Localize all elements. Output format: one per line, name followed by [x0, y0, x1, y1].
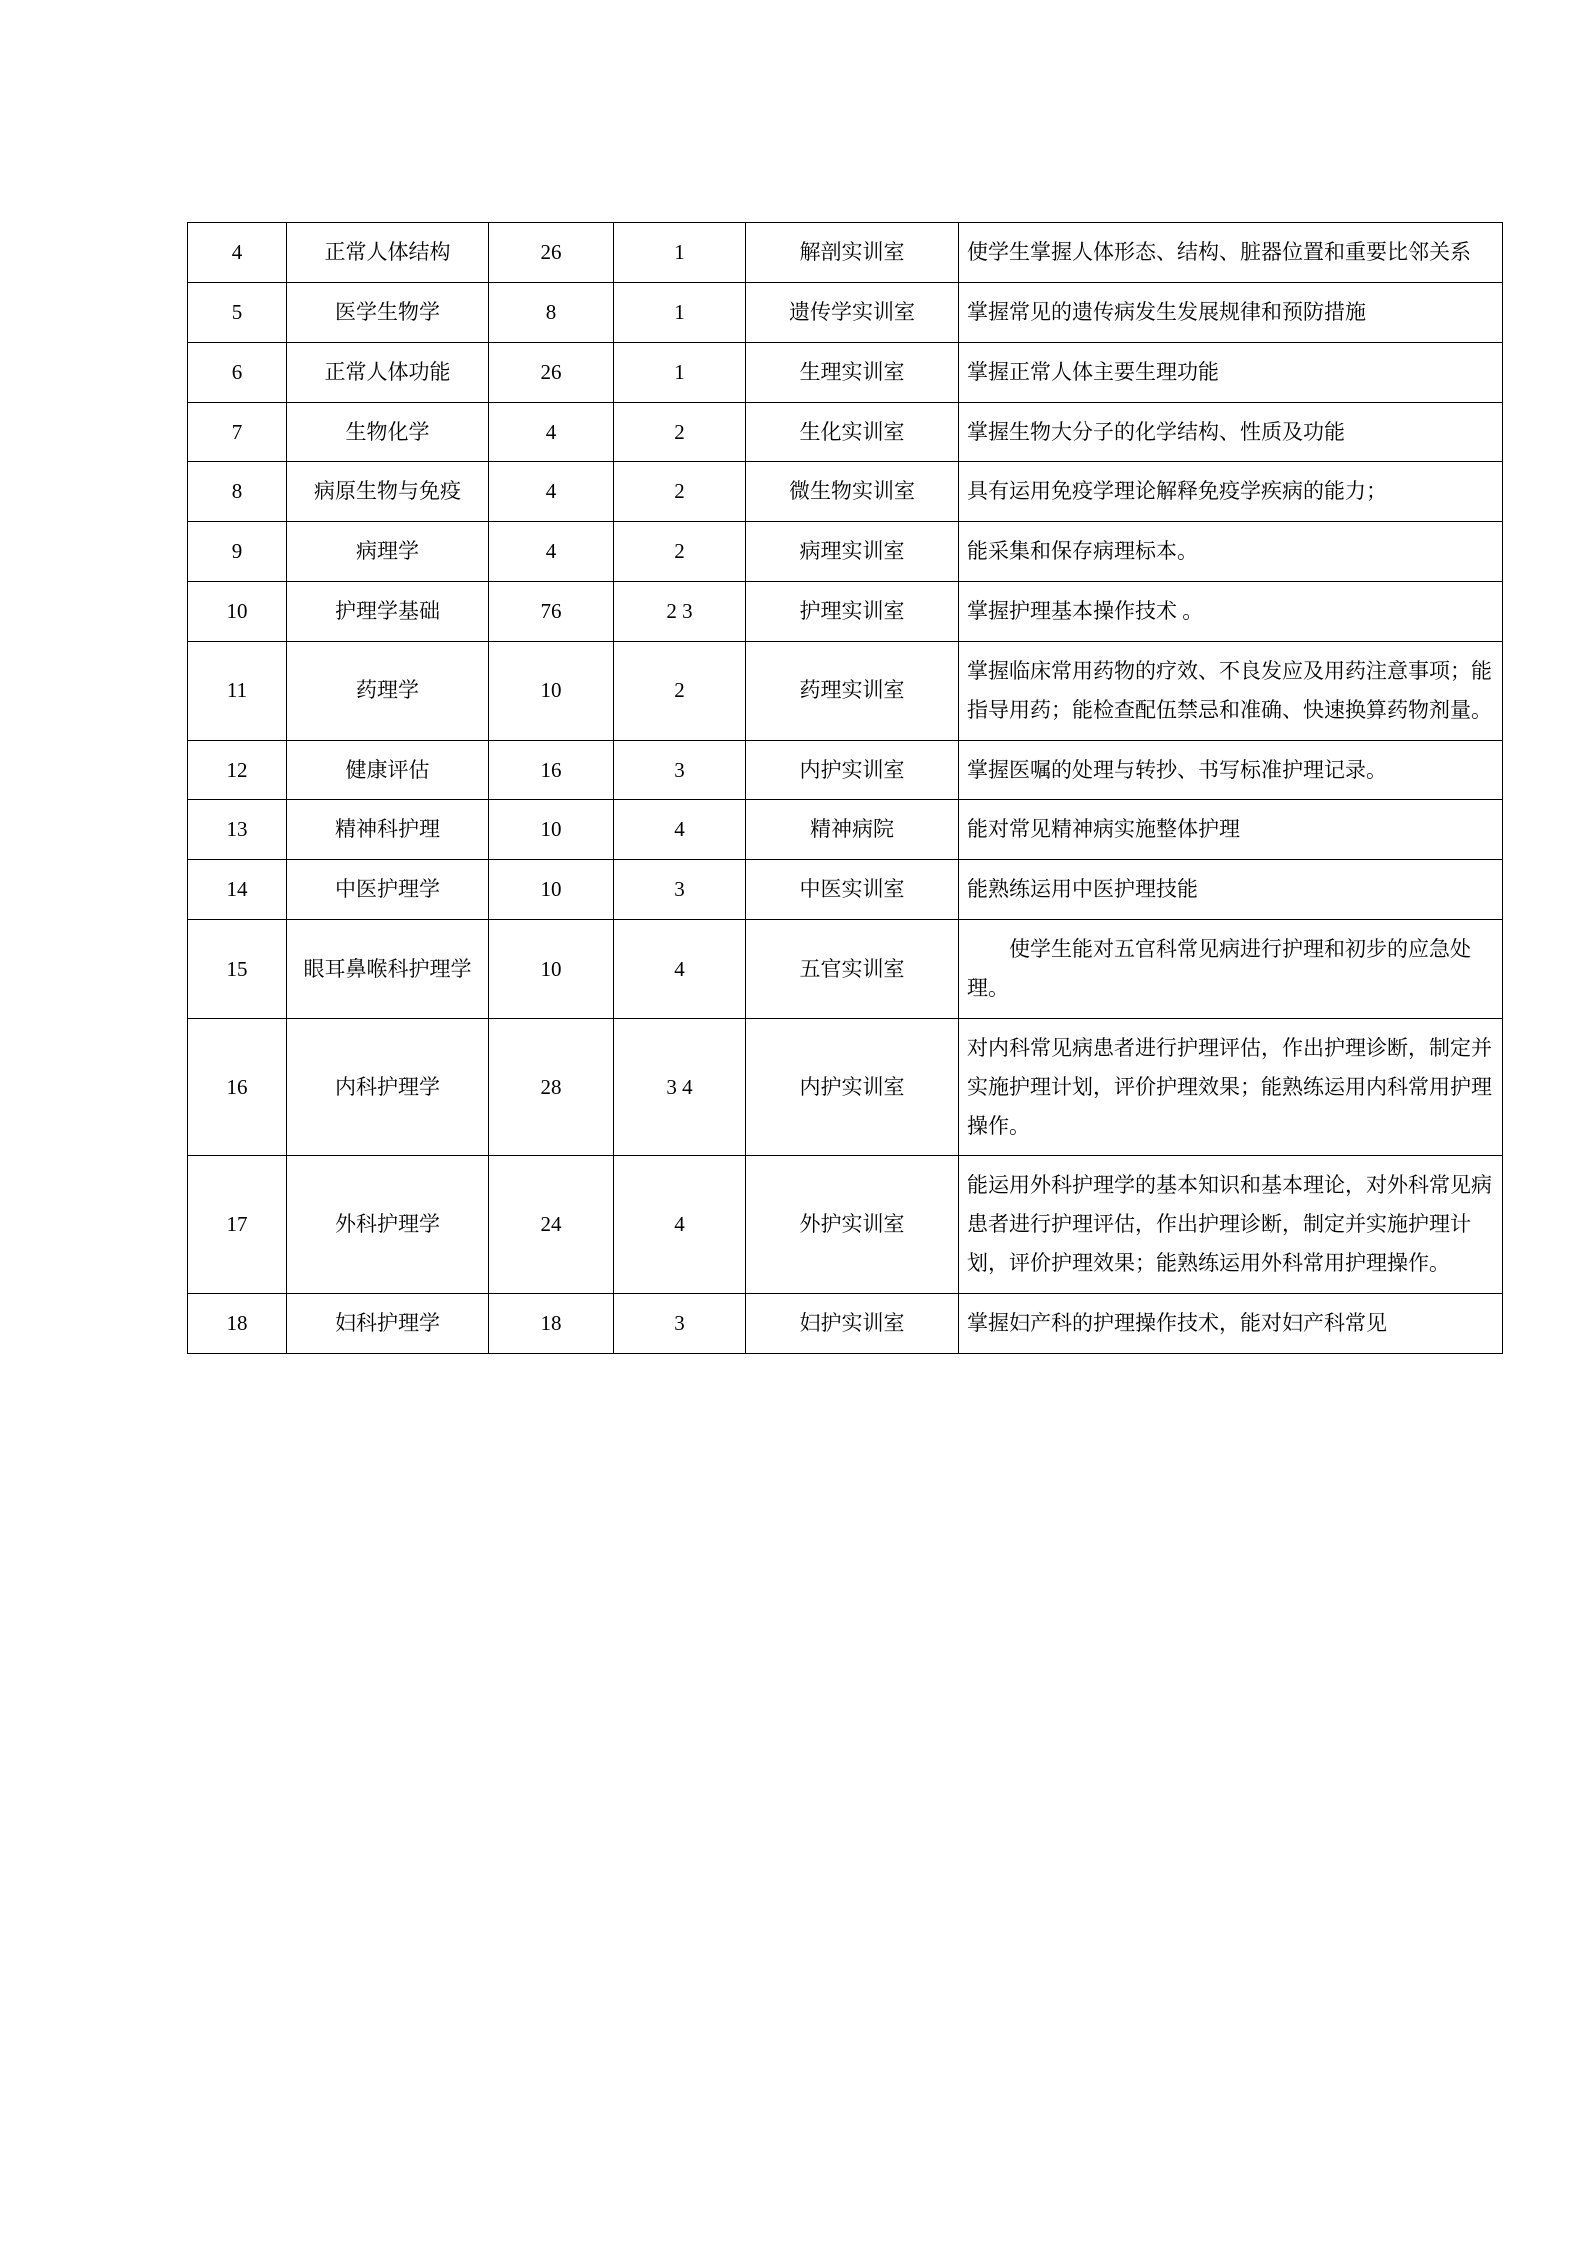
- table-row: [188, 1156, 1503, 1294]
- cell-hours: 18: [489, 1293, 614, 1353]
- cell-hours: 10: [489, 641, 614, 740]
- cell-course: 病原生物与免疫: [287, 462, 489, 522]
- cell-lab: 遗传学实训室: [746, 282, 959, 342]
- cell-index: 6: [188, 342, 287, 402]
- cell-term: 3: [614, 860, 746, 920]
- cell-term: 1: [614, 282, 746, 342]
- cell-course: 内科护理学: [287, 1018, 489, 1156]
- table-row: [188, 223, 1503, 283]
- table-row: [188, 1293, 1503, 1353]
- cell-course: 外科护理学: [287, 1156, 489, 1294]
- table-row: [188, 920, 1503, 1019]
- cell-goal: 使学生能对五官科常见病进行护理和初步的应急处理。: [959, 920, 1503, 1019]
- cell-index: 18: [188, 1293, 287, 1353]
- cell-lab: 护理实训室: [746, 582, 959, 642]
- table-row: [188, 342, 1503, 402]
- cell-goal: 对内科常见病患者进行护理评估，作出护理诊断，制定并实施护理计划，评价护理效果；能熟练运用内科常用护理操作。: [959, 1018, 1503, 1156]
- cell-lab: 妇护实训室: [746, 1293, 959, 1353]
- curriculum-table: [187, 222, 1503, 1354]
- cell-hours: 4: [489, 402, 614, 462]
- cell-term: 1: [614, 342, 746, 402]
- table-row: [188, 740, 1503, 800]
- cell-hours: 4: [489, 462, 614, 522]
- cell-lab: 病理实训室: [746, 522, 959, 582]
- table-body: [188, 223, 1503, 1354]
- cell-lab: 精神病院: [746, 800, 959, 860]
- cell-goal: 掌握临床常用药物的疗效、不良发应及用药注意事项；能指导用药；能检查配伍禁忌和准确、快速换算药物剂量。: [959, 641, 1503, 740]
- cell-term: 3 4: [614, 1018, 746, 1156]
- cell-index: 17: [188, 1156, 287, 1294]
- cell-hours: 10: [489, 920, 614, 1019]
- cell-course: 精神科护理: [287, 800, 489, 860]
- cell-index: 11: [188, 641, 287, 740]
- cell-goal: 掌握正常人体主要生理功能: [959, 342, 1503, 402]
- cell-hours: 16: [489, 740, 614, 800]
- cell-goal: 掌握医嘱的处理与转抄、书写标准护理记录。: [959, 740, 1503, 800]
- cell-goal: 掌握护理基本操作技术 。: [959, 582, 1503, 642]
- cell-course: 眼耳鼻喉科护理学: [287, 920, 489, 1019]
- cell-term: 2: [614, 641, 746, 740]
- table-row: [188, 402, 1503, 462]
- table-row: [188, 860, 1503, 920]
- cell-goal: 能对常见精神病实施整体护理: [959, 800, 1503, 860]
- cell-lab: 药理实训室: [746, 641, 959, 740]
- cell-hours: 10: [489, 800, 614, 860]
- cell-lab: 中医实训室: [746, 860, 959, 920]
- table-row: [188, 282, 1503, 342]
- cell-hours: 10: [489, 860, 614, 920]
- cell-course: 中医护理学: [287, 860, 489, 920]
- cell-index: 14: [188, 860, 287, 920]
- cell-index: 9: [188, 522, 287, 582]
- cell-index: 16: [188, 1018, 287, 1156]
- table-row: [188, 582, 1503, 642]
- table-row: [188, 800, 1503, 860]
- cell-course: 护理学基础: [287, 582, 489, 642]
- cell-lab: 五官实训室: [746, 920, 959, 1019]
- cell-course: 医学生物学: [287, 282, 489, 342]
- cell-hours: 26: [489, 342, 614, 402]
- table-row: [188, 641, 1503, 740]
- cell-goal: 掌握妇产科的护理操作技术，能对妇产科常见: [959, 1293, 1503, 1353]
- cell-lab: 解剖实训室: [746, 223, 959, 283]
- cell-lab: 生理实训室: [746, 342, 959, 402]
- cell-hours: 4: [489, 522, 614, 582]
- cell-course: 药理学: [287, 641, 489, 740]
- cell-course: 妇科护理学: [287, 1293, 489, 1353]
- cell-index: 13: [188, 800, 287, 860]
- cell-term: 2: [614, 462, 746, 522]
- cell-course: 正常人体结构: [287, 223, 489, 283]
- cell-lab: 内护实训室: [746, 1018, 959, 1156]
- cell-hours: 76: [489, 582, 614, 642]
- cell-hours: 8: [489, 282, 614, 342]
- cell-goal: 能采集和保存病理标本。: [959, 522, 1503, 582]
- cell-hours: 24: [489, 1156, 614, 1294]
- table-row: [188, 462, 1503, 522]
- cell-lab: 内护实训室: [746, 740, 959, 800]
- cell-course: 正常人体功能: [287, 342, 489, 402]
- cell-course: 病理学: [287, 522, 489, 582]
- cell-course: 生物化学: [287, 402, 489, 462]
- cell-term: 3: [614, 1293, 746, 1353]
- cell-index: 7: [188, 402, 287, 462]
- cell-index: 12: [188, 740, 287, 800]
- cell-lab: 外护实训室: [746, 1156, 959, 1294]
- cell-index: 10: [188, 582, 287, 642]
- cell-index: 8: [188, 462, 287, 522]
- cell-goal: 使学生掌握人体形态、结构、脏器位置和重要比邻关系: [959, 223, 1503, 283]
- cell-lab: 微生物实训室: [746, 462, 959, 522]
- cell-term: 2 3: [614, 582, 746, 642]
- cell-term: 4: [614, 920, 746, 1019]
- table-row: [188, 1018, 1503, 1156]
- cell-term: 2: [614, 402, 746, 462]
- cell-goal: 掌握常见的遗传病发生发展规律和预防措施: [959, 282, 1503, 342]
- cell-course: 健康评估: [287, 740, 489, 800]
- cell-goal: 能熟练运用中医护理技能: [959, 860, 1503, 920]
- cell-goal: 掌握生物大分子的化学结构、性质及功能: [959, 402, 1503, 462]
- cell-index: 5: [188, 282, 287, 342]
- cell-term: 4: [614, 1156, 746, 1294]
- cell-hours: 26: [489, 223, 614, 283]
- cell-index: 15: [188, 920, 287, 1019]
- cell-hours: 28: [489, 1018, 614, 1156]
- cell-goal: 能运用外科护理学的基本知识和基本理论，对外科常见病患者进行护理评估，作出护理诊断，制定并实施护理计划，评价护理效果；能熟练运用外科常用护理操作。: [959, 1156, 1503, 1294]
- cell-index: 4: [188, 223, 287, 283]
- table-row: [188, 522, 1503, 582]
- cell-lab: 生化实训室: [746, 402, 959, 462]
- cell-term: 3: [614, 740, 746, 800]
- cell-term: 2: [614, 522, 746, 582]
- cell-term: 1: [614, 223, 746, 283]
- cell-goal: 具有运用免疫学理论解释免疫学疾病的能力；: [959, 462, 1503, 522]
- cell-term: 4: [614, 800, 746, 860]
